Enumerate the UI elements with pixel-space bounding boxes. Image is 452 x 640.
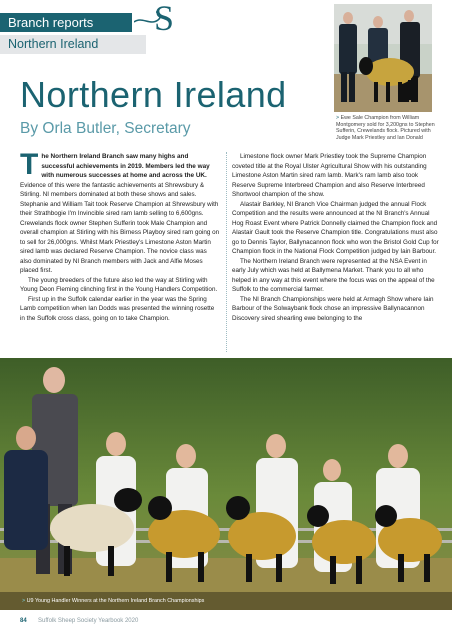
ewe-champion-photo: [334, 4, 432, 112]
region-label: Northern Ireland: [8, 37, 99, 51]
section-bar: [0, 13, 132, 32]
page-number: 84: [20, 618, 27, 624]
byline: By Orla Butler, Secretary: [20, 120, 191, 137]
intro-text: he Northern Ireland Branch saw many highs and successful achievements in 2019. Members led the way with numerous successes at home and across the UK.: [41, 153, 210, 179]
bottom-photo-caption: [22, 598, 204, 604]
region-bar: [0, 35, 146, 54]
caption-arrow-icon: >: [22, 598, 26, 604]
column-divider: [226, 152, 227, 352]
svg-text:S: S: [154, 0, 175, 38]
section-label: Branch reports: [8, 15, 94, 30]
article-paragraph: First up in the Suffolk calendar earlier in the year was the Spring Lamb competition when Ian Dodds was presented the winning rosette in the Suffolk cross class, going on to take Champion.: [20, 295, 215, 322]
top-photo-caption-text: Ewe Sale Champion from William Montgomery sold for 3,200gns to Stephen Sufferin, Crewelands flock. Pictured with Judge Mark Priestley and Ian Donald: [336, 115, 435, 141]
intro-paragraph: [20, 148, 220, 181]
article-paragraph: Alastair Barkley, NI Branch Vice Chairman judged the annual Flock Competition and the results were announced at the NI Branch's Annual Hog Roast Event where Patrick Donnelly claimed the Champion flock and Alastair Gault took the Reserve Champion title. Congratulations must also go to Dennis Taylor, Ballynacannon flock who won the Bristol Gold Cup for Champion flock in the National Flock Competition judged by Iain Barbour.: [232, 200, 439, 255]
drop-cap: T: [20, 148, 39, 181]
bottom-photo-caption-text: U9 Young Handler Winners at the Northern Ireland Branch Championships: [26, 598, 205, 604]
article-paragraph: Limestone flock owner Mark Priestley took the Supreme Champion coveted title at the Royal Ulster Agricultural Show with his outstanding Limestone Aston Martin sired ram lamb. Mark's ram lamb also took Reserve Supreme Interbreed Champion and also Reserve Interbreed Shortwool champion of the show.: [232, 153, 427, 198]
publication-footer: Suffolk Sheep Society Yearbook 2020: [38, 618, 139, 624]
article-column-left: [20, 148, 220, 323]
article-paragraph: The Northern Ireland Branch were represented at the NSA Event in early July which was held at Ballymena Market. Thank you to all who helped in any way at this event where the focus was on the appeal of the Suffolk to the commercial farmer.: [232, 257, 435, 293]
young-handlers-photo: [0, 358, 452, 610]
top-photo-caption: [336, 115, 440, 141]
article-paragraph: The young breeders of the future also led the way at Stirling with Young Deon Fleming clinching first in the Young Handlers Competition.: [20, 276, 218, 293]
article-column-right: [232, 152, 440, 323]
article-paragraph: The NI Branch Championships were held at Armagh Show where Iain Barbour of the Solwaybank flock chose an impressive Ballynacannon Discovery sired shearling ewe belonging to the: [232, 295, 434, 322]
suffolk-s-logo-icon: [134, 0, 186, 40]
page-title: Northern Ireland: [20, 74, 287, 115]
caption-arrow-icon: >: [336, 115, 340, 121]
article-paragraph: Evidence of this were the fantastic achievements at Shrewsbury & Stirling. NI members dominated at both these shows and sales. Stephanie and William Tait took Reserve Champion at Shrewsbury with their Strathbogie I'm Invincible sired ram lamb selling to 6,600gns. Crewelands flock owner Stephen Sufferin took Male Champion and overall champion at Stirling with his Birness Playboy sired ram going on to sell for 26,000gns. Whilst Mark Priestley's Limestone Aston Martin sired lamb was declared Reserve Champion. The novice class was also dominated by NI Branch members with Jack and Alfie Moses placed first.: [20, 181, 220, 274]
